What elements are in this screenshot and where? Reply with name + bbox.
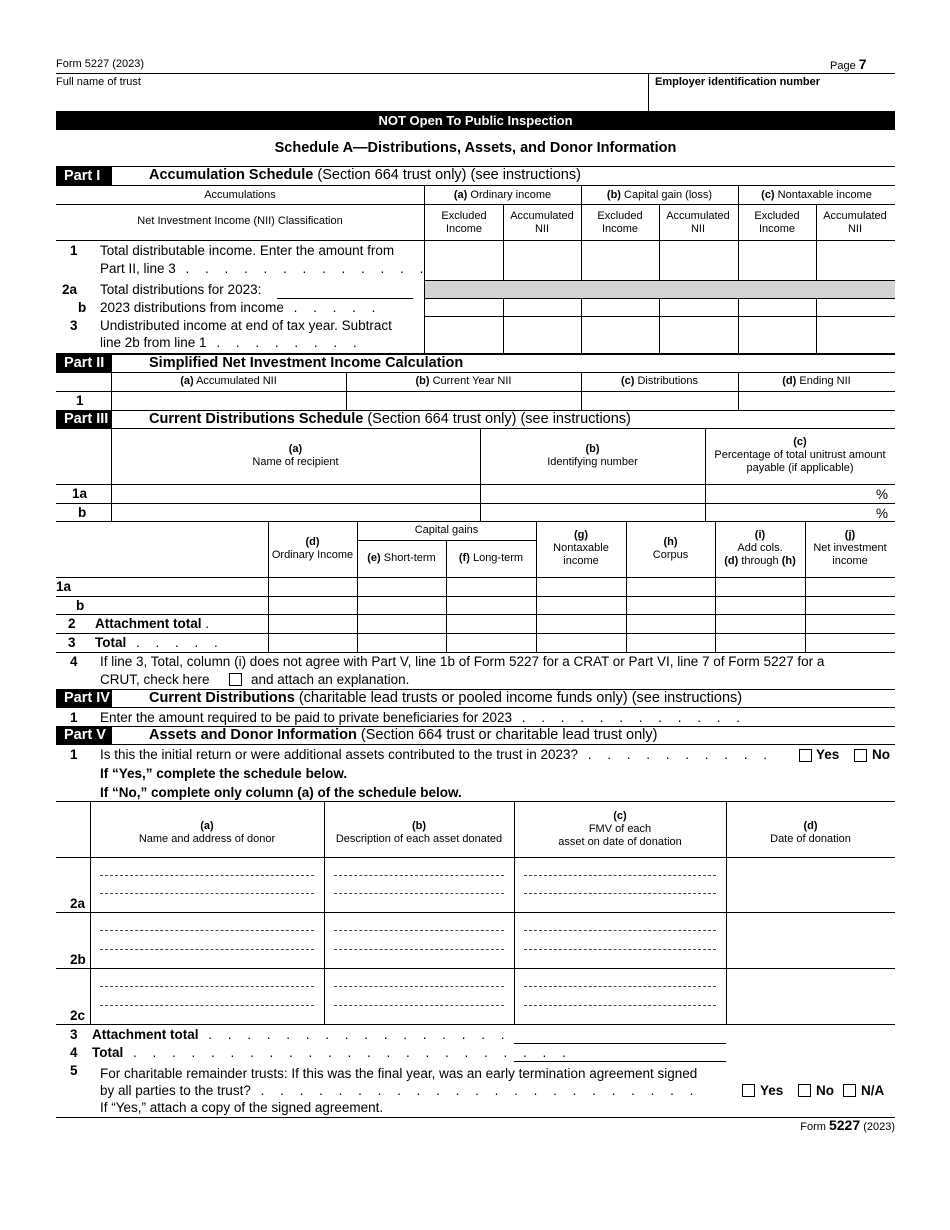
p5-line5-na: N/A (861, 1083, 885, 1098)
p5-2c-date-input[interactable] (730, 971, 890, 1021)
p3-row-b-pct: % (875, 506, 888, 521)
part3-title (149, 411, 631, 428)
p5-line3-text-label: Attachment total (92, 1027, 199, 1042)
footer-form-id (600, 1119, 895, 1134)
accumulations-label: Accumulations (204, 189, 276, 201)
p3-1a-f-input[interactable] (447, 578, 535, 595)
p5-line4-num: 4 (70, 1045, 78, 1060)
p2-c-input[interactable] (582, 392, 737, 409)
p5-line1-yes-checkbox[interactable] (799, 749, 812, 762)
p1-col-b-letter: (b) (606, 189, 621, 201)
p1-line2a-num: 2a (62, 282, 78, 297)
p5-line5-text-b-label: by all parties to the trust? (100, 1083, 251, 1098)
p5-2b-asset-input[interactable] (334, 915, 504, 965)
p3-1a-name-input[interactable] (112, 485, 479, 502)
p5-row-2c: 2c (70, 1008, 86, 1023)
p1-l1-b-accum-input[interactable] (660, 241, 737, 279)
p3-line3-text-label: Total (95, 635, 127, 650)
p3-col-i-text-1: Add cols. (737, 542, 783, 554)
part4-title (149, 690, 742, 707)
p3-col-g-letter: (g) (573, 529, 589, 541)
p3-col-b (480, 443, 705, 469)
p1-line2b-num: b (78, 300, 87, 315)
p3-col-d-letter: (d) (305, 536, 320, 548)
p3-line4-text-b1: CRUT, check here (100, 672, 210, 687)
p2-col-c (581, 375, 738, 388)
p1-col-b-header (581, 189, 738, 202)
p2-col-a-text: Accumulated NII (196, 375, 277, 387)
p1-line2a-text: Total distributions for 2023: (100, 282, 262, 297)
p1-col-c-letter: (c) (761, 189, 775, 201)
p5-line5-text-b: by all parties to the trust? . . . . . . . . . . . . . . . . . . . . . . . (100, 1083, 700, 1098)
p5-2b-donor-input[interactable] (100, 915, 314, 965)
full-name-field[interactable] (60, 92, 640, 110)
p3-col-i-from: (d) (724, 555, 739, 567)
part1-title-text: Accumulation Schedule (149, 167, 314, 183)
p5-col-b (324, 820, 514, 846)
form-id: Form 5227 (2023) (56, 58, 145, 70)
p3-1a-e-input[interactable] (358, 578, 445, 595)
p3-b-pct-input[interactable] (706, 504, 876, 521)
p4-line1-text: Enter the amount required to be paid to private beneficiaries for 2023 . . . . . . . . . . . . (100, 710, 747, 725)
p5-if-yes: If “Yes,” complete the schedule below. (100, 766, 348, 781)
p3-col-j (805, 529, 895, 568)
p3-col-b-letter: (b) (585, 443, 600, 455)
p5-line5-no-checkbox[interactable] (798, 1084, 811, 1097)
p3-col-a (111, 443, 480, 469)
p3-col-c-letter: (c) (793, 436, 807, 448)
not-public-banner: NOT Open To Public Inspection (56, 111, 895, 130)
p3-row-1a: 1a (72, 486, 88, 501)
p3-line4-text-a: If line 3, Total, column (i) does not agree with Part V, line 1b of Form 5227 for a CRAT or Part VI, line 7 of Form 5227 for a (100, 654, 825, 669)
p3-1a-h-input[interactable] (627, 578, 714, 595)
p2-col-d-letter: (d) (782, 375, 797, 387)
p3-1a-d-input[interactable] (269, 578, 356, 595)
part5-title-text: Assets and Donor Information (149, 727, 357, 743)
part5-subtitle: (Section 664 trust or charitable lead trust only) (360, 727, 658, 743)
p5-2c-asset-input[interactable] (334, 971, 504, 1021)
p4-line1-input[interactable] (770, 708, 894, 725)
p1-line1-num: 1 (70, 243, 78, 258)
part4-label: Part IV (56, 689, 112, 707)
p3-col-j-letter: (j) (844, 529, 856, 541)
p2-col-d (738, 375, 895, 388)
p5-2c-fmv-input[interactable] (524, 971, 716, 1021)
p1-line1-text-b: Part II, line 3 . . . . . . . . . . . . . (100, 261, 430, 276)
p5-2c-donor-input[interactable] (100, 971, 314, 1021)
p5-line5-yes: Yes (760, 1083, 784, 1098)
p3-row2-b: b (76, 598, 85, 613)
p5-2b-fmv-input[interactable] (524, 915, 716, 965)
part2-label: Part II (56, 354, 112, 372)
p1-line3-num: 3 (70, 318, 78, 333)
p5-2a-fmv-input[interactable] (524, 860, 716, 910)
p5-col-c (514, 810, 726, 849)
p5-col-a-letter: (a) (200, 820, 214, 832)
p5-col-a-text: Name and address of donor (138, 833, 276, 845)
page-number: 7 (858, 56, 867, 72)
p5-line4-text-label: Total (92, 1045, 124, 1060)
p1-line2a-input[interactable] (280, 281, 412, 297)
p3-1a-id-input[interactable] (481, 485, 704, 502)
p3-col-i-to: (h) (781, 555, 796, 567)
p5-line1-no-checkbox[interactable] (854, 749, 867, 762)
p1-col-a-header (424, 189, 581, 202)
p3-col-f-text: Long-term (472, 552, 524, 564)
p3-col-c-text-1: Percentage of total unitrust amount (714, 449, 886, 461)
p1-a-accumulated: Accumulated NII (510, 210, 574, 235)
p5-line4-input[interactable] (516, 1044, 724, 1060)
part1-title (149, 167, 581, 184)
ein-label: Employer identification number (655, 76, 821, 88)
p1-col-c-text: Nontaxable income (777, 189, 872, 201)
p5-col-c-text-2: asset on date of donation (558, 836, 682, 848)
p1-col-c-header (738, 189, 895, 202)
p3-col-b-text: Identifying number (547, 456, 638, 468)
p5-2b-date-input[interactable] (730, 915, 890, 965)
p5-2a-donor-input[interactable] (100, 860, 314, 910)
p3-capital-gains: Capital gains (414, 524, 479, 536)
p5-line1-yes: Yes (816, 747, 840, 762)
p5-line3-text: Attachment total . . . . . . . . . . . . . . . . (92, 1027, 511, 1042)
p2-b-input[interactable] (347, 392, 580, 409)
p1-col-a-letter: (a) (453, 189, 468, 201)
p3-col-i (715, 529, 805, 568)
part2-title: Simplified Net Investment Income Calculation (149, 355, 464, 371)
p1-a-excluded: Excluded Income (441, 210, 487, 235)
part3-subtitle: (Section 664 trust only) (see instructions) (367, 411, 631, 427)
p3-line3-text: Total . . . . . (95, 635, 224, 650)
p3-col-a-letter: (a) (288, 443, 303, 455)
p5-line5-na-checkbox[interactable] (843, 1084, 856, 1097)
p3-line4-num: 4 (70, 654, 78, 669)
p3-line2-num: 2 (68, 616, 76, 631)
p3-line4-text-b2: and attach an explanation. (251, 672, 410, 687)
p3-line3-num: 3 (68, 635, 76, 650)
p3-row-1a-pct: % (875, 487, 888, 502)
p1-line2b-text: 2023 distributions from income . . . . . (100, 300, 382, 315)
page-label (830, 58, 867, 73)
p3-col-h (626, 536, 715, 562)
part5-label: Part V (56, 726, 112, 744)
p1-l1-b-excluded-input[interactable] (582, 241, 658, 279)
p3-1a-g-input[interactable] (537, 578, 625, 595)
p5-line5-text-a: For charitable remainder trusts: If this was the final year, was an early termination agreement signed (100, 1066, 698, 1081)
p1-b-excluded: Excluded Income (597, 210, 643, 235)
page-label-text: Page (830, 60, 856, 72)
p3-1a-i-input[interactable] (716, 578, 804, 595)
p2-col-b-letter: (b) (415, 375, 430, 387)
p5-line1-text: Is this the initial return or were additional assets contributed to the trust in 2023? . . . . . . . . . . (100, 747, 774, 762)
p3-1a-j-input[interactable] (806, 578, 894, 595)
part4-subtitle: (charitable lead trusts or pooled income funds only) (see instructions) (298, 690, 743, 706)
p1-line1-text-a: Total distributable income. Enter the amount from (100, 243, 395, 258)
p5-line4-text: Total . . . . . . . . . . . . . . . . . . . . . . . (92, 1045, 572, 1060)
p5-col-a (90, 820, 324, 846)
p1-line3-text-b-label: line 2b from line 1 (100, 335, 207, 350)
p3-col-e (357, 552, 446, 565)
schedule-title: Schedule A—Distributions, Assets, and Donor Information (274, 140, 677, 156)
p1-c-accumulated: Accumulated NII (823, 210, 887, 235)
p1-l1-a-excluded-input[interactable] (425, 241, 503, 279)
p3-col-j-text-1: Net investment (813, 542, 887, 554)
p3-col-i-letter: (i) (754, 529, 766, 541)
p1-b-accumulated: Accumulated NII (666, 210, 730, 235)
p5-if-no: If “No,” complete only column (a) of the schedule below. (100, 785, 462, 800)
p5-col-d (726, 820, 895, 846)
p5-line1-num: 1 (70, 747, 78, 762)
p2-col-b-text: Current Year NII (432, 375, 512, 387)
p3-col-g-text-2: income (563, 555, 599, 567)
p2-d-input[interactable] (739, 392, 894, 409)
p3-1a-pct-input[interactable] (706, 485, 876, 502)
p4-line1-num: 1 (70, 710, 78, 725)
footer-form-word: Form (800, 1121, 826, 1133)
p5-col-d-text: Date of donation (770, 833, 851, 845)
p2-col-c-text: Distributions (637, 375, 699, 387)
p5-col-d-letter: (d) (803, 820, 818, 832)
p2-col-d-text: Ending NII (799, 375, 851, 387)
p1-line1-text-b-label: Part II, line 3 (100, 261, 176, 276)
p2-col-b (346, 375, 581, 388)
part3-label: Part III (56, 410, 112, 428)
p3-col-j-text-2: income (832, 555, 868, 567)
p3-b-id-input[interactable] (481, 504, 704, 521)
p5-col-c-text-1: FMV of each (588, 823, 652, 835)
p5-line1-text-label: Is this the initial return or were additional assets contributed to the trust in 2023? (100, 747, 579, 762)
p3-col-d (268, 536, 357, 562)
p5-col-c-letter: (c) (613, 810, 627, 822)
p3-col-f (446, 552, 536, 565)
p5-row-2b: 2b (70, 952, 86, 967)
p5-2a-date-input[interactable] (730, 860, 890, 910)
part1-subtitle: (Section 664 trust only) (see instructions) (317, 167, 581, 183)
p3-col-e-letter: (e) (367, 552, 381, 564)
p3-line2-text: Attachment total . (95, 616, 210, 631)
ein-field[interactable] (655, 92, 890, 110)
p3-col-c (705, 436, 895, 475)
footer-year: (2023) (863, 1121, 895, 1133)
crut-checkbox[interactable] (229, 673, 242, 686)
p1-l1-c-accum-input[interactable] (817, 241, 894, 279)
p5-line3-input[interactable] (516, 1026, 724, 1042)
p3-col-i-through: through (741, 555, 779, 567)
p1-col-b-text: Capital gain (loss) (624, 189, 713, 201)
p3-col-e-text: Short-term (383, 552, 436, 564)
p2-col-a-letter: (a) (180, 375, 194, 387)
p2-line1-num: 1 (76, 393, 84, 408)
p1-col-a-text: Ordinary income (470, 189, 552, 201)
p3-col-h-text: Corpus (652, 549, 689, 561)
nii-classification-label: Net Investment Income (NII) Classification (137, 215, 343, 227)
p3-line2-text-label: Attachment total (95, 616, 202, 631)
part1-label: Part I (56, 167, 112, 185)
p5-line5-num: 5 (70, 1063, 78, 1078)
footer-form-number: 5227 (828, 1117, 861, 1133)
p5-line1-no: No (872, 747, 890, 762)
p3-row-b: b (78, 505, 87, 520)
p2-a-input[interactable] (112, 392, 345, 409)
p4-line1-text-label: Enter the amount required to be paid to private beneficiaries for 2023 (100, 710, 513, 725)
p1-line3-text-a: Undistributed income at end of tax year. Subtract (100, 318, 392, 333)
part3-title-text: Current Distributions Schedule (149, 411, 364, 427)
p1-l1-c-excluded-input[interactable] (739, 241, 815, 279)
p3-col-g-text-1: Nontaxable (553, 542, 609, 554)
full-name-label: Full name of trust (56, 76, 141, 88)
p5-line5-yes-checkbox[interactable] (742, 1084, 755, 1097)
p1-c-excluded: Excluded Income (754, 210, 800, 235)
p5-line5-no: No (816, 1083, 834, 1098)
p5-line3-num: 3 (70, 1027, 78, 1042)
p1-line2b-text-label: 2023 distributions from income (100, 300, 284, 315)
p3-col-h-letter: (h) (663, 536, 678, 548)
p1-l1-a-accum-input[interactable] (504, 241, 580, 279)
p3-b-name-input[interactable] (112, 504, 479, 521)
p2-col-c-letter: (c) (620, 375, 635, 387)
p3-col-f-letter: (f) (458, 552, 470, 564)
p3-col-a-text: Name of recipient (252, 456, 339, 468)
p1-line3-text-b: line 2b from line 1 . . . . . . . . (100, 335, 363, 350)
part4-title-text: Current Distributions (149, 690, 295, 706)
p5-2a-asset-input[interactable] (334, 860, 504, 910)
p3-col-g (536, 529, 626, 568)
p5-col-b-text: Description of each asset donated (335, 833, 503, 845)
p5-row-2a: 2a (70, 896, 86, 911)
p2-col-a (111, 375, 346, 388)
p3-col-c-text-2: payable (if applicable) (746, 462, 854, 474)
p3-col-d-text: Ordinary Income (271, 549, 354, 561)
part5-title (149, 727, 657, 744)
p5-col-b-letter: (b) (411, 820, 427, 832)
p3-row2-1a: 1a (56, 579, 72, 594)
p5-line5-text-c: If “Yes,” attach a copy of the signed agreement. (100, 1100, 384, 1115)
